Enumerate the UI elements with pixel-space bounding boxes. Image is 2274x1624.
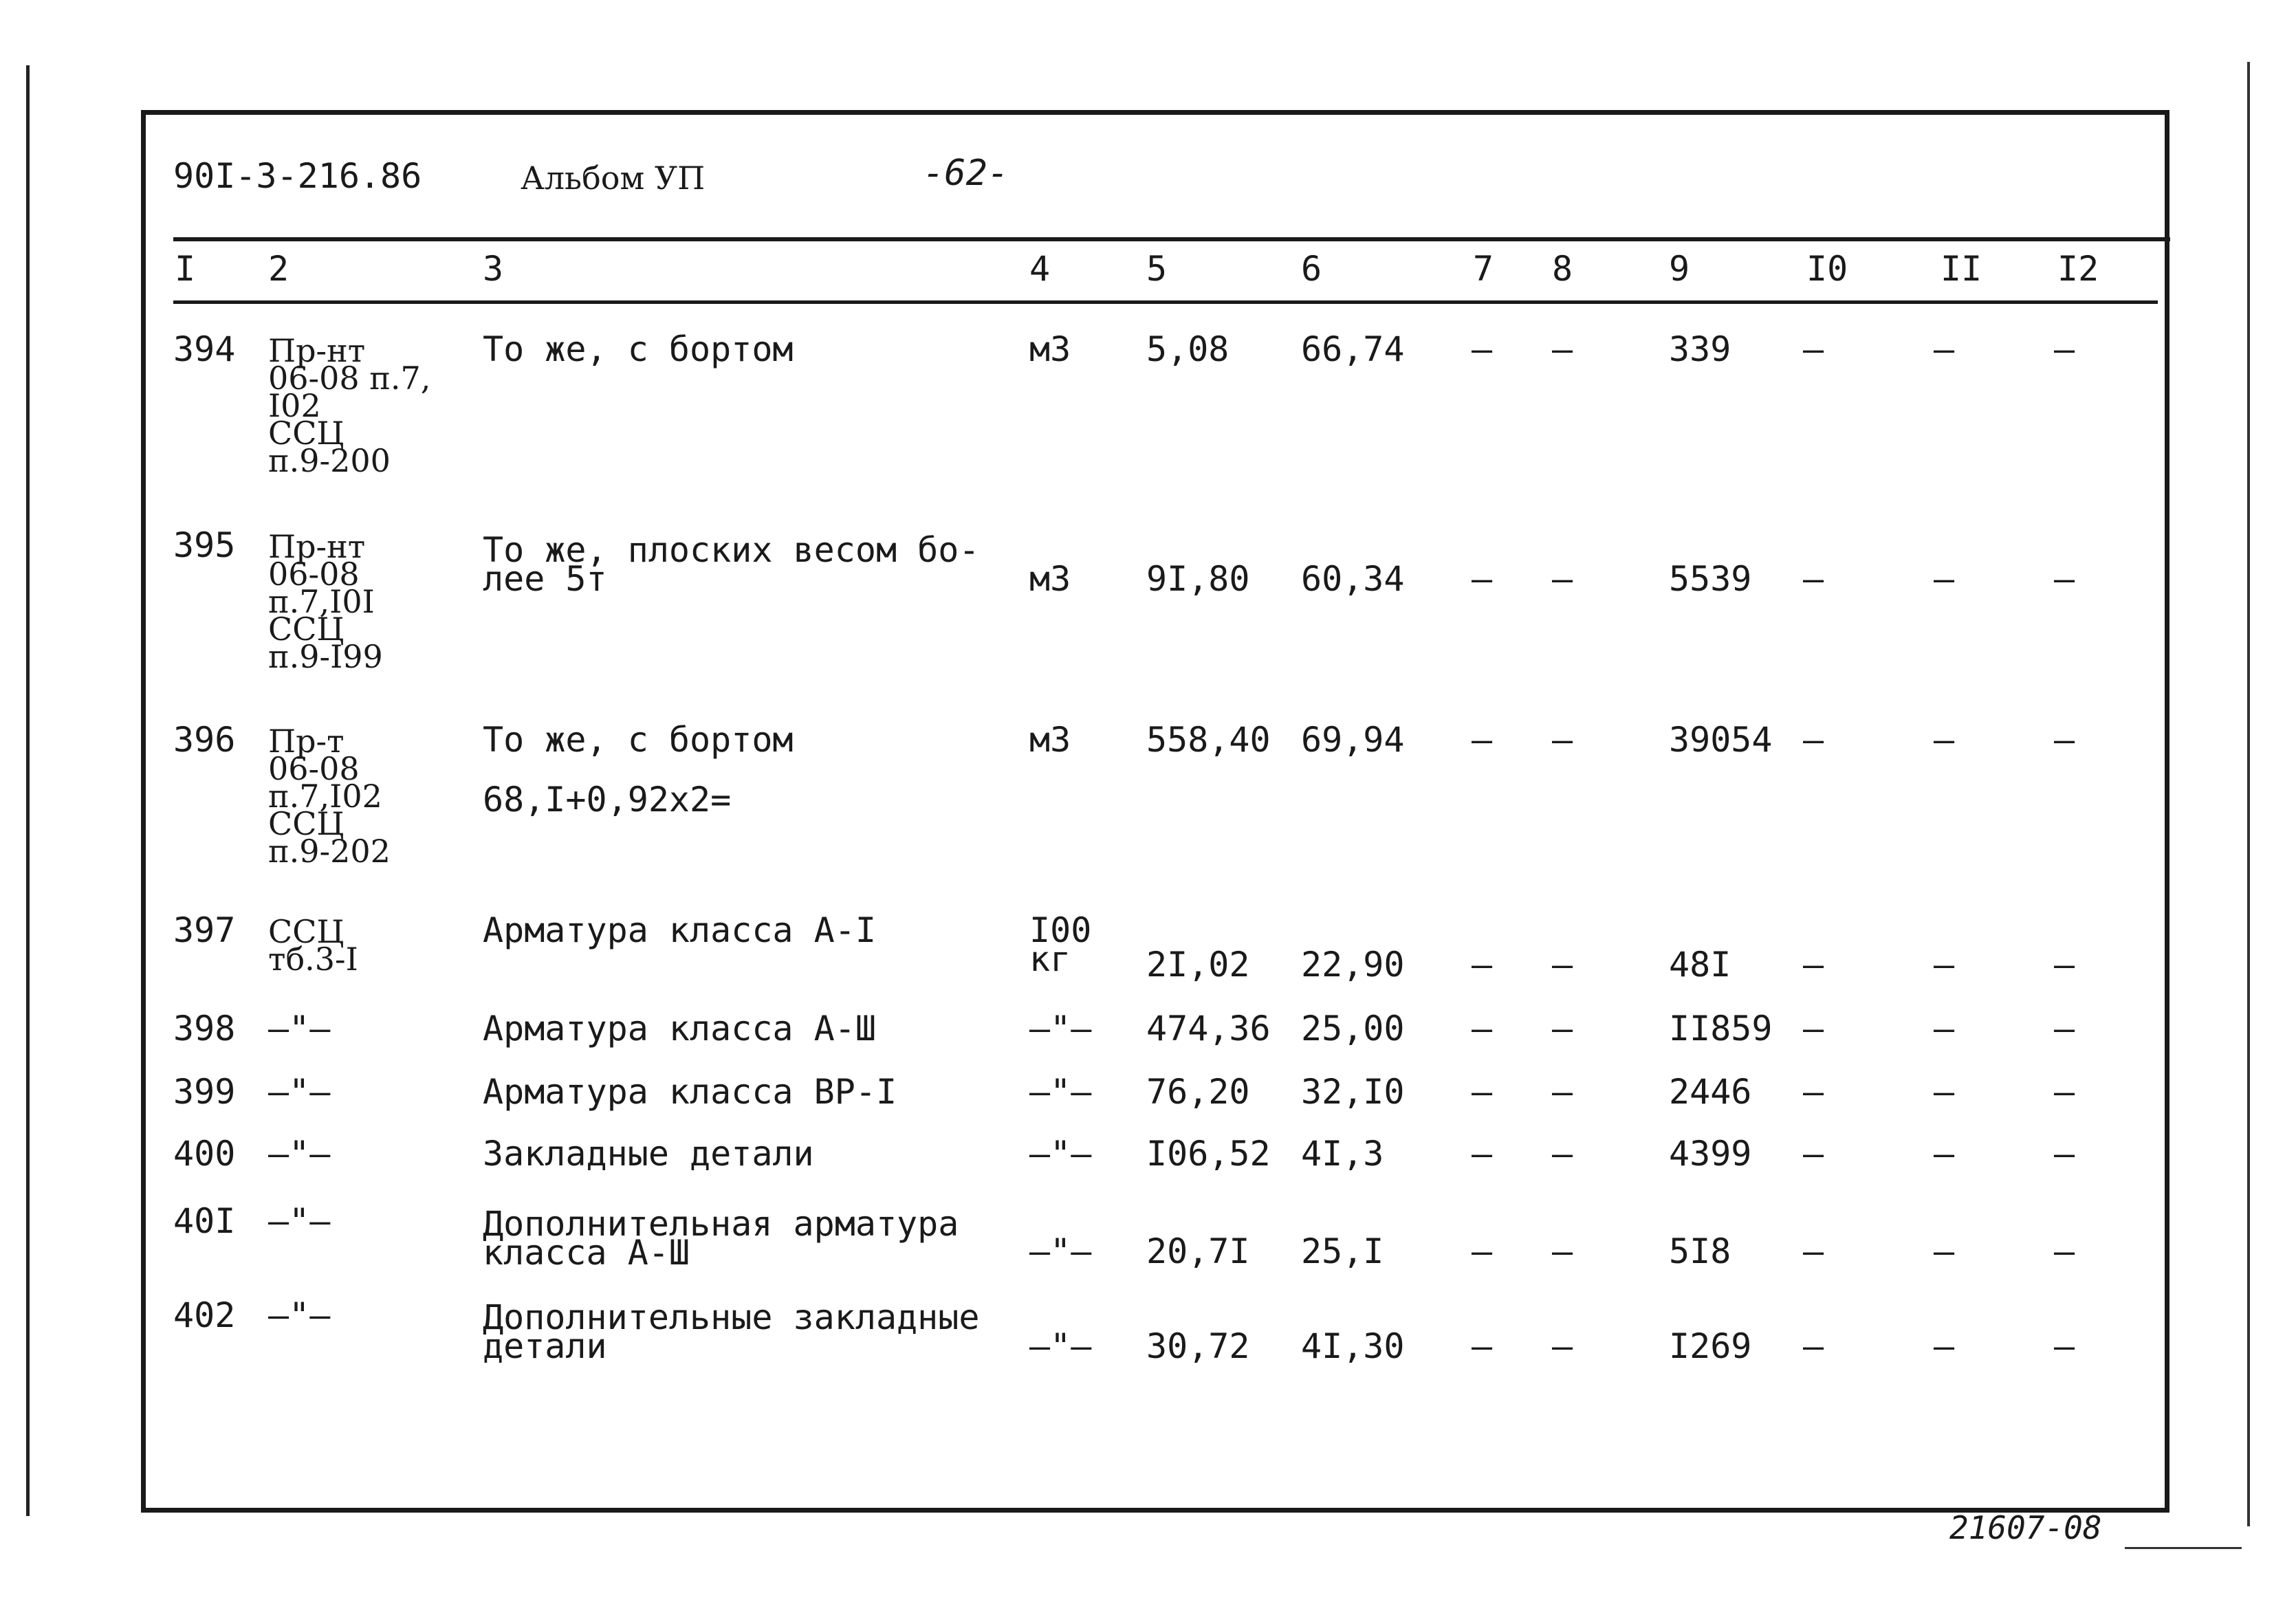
- row-price: 4I,3: [1301, 1134, 1384, 1174]
- row-col9: 48I: [1669, 945, 1731, 985]
- row-col12: –: [2054, 720, 2075, 760]
- row-price: 22,90: [1301, 945, 1405, 985]
- row-col8: –: [1552, 559, 1573, 599]
- row-col7: –: [1472, 1231, 1493, 1271]
- row-quantity: 5,08: [1146, 329, 1229, 369]
- row-description: Дополнительные закладные детали: [483, 1297, 980, 1366]
- row-col8: –: [1552, 1009, 1573, 1049]
- row-description: То же, с бортом: [483, 720, 794, 760]
- row-price: 4I,30: [1301, 1326, 1405, 1366]
- column-number-11: II: [1940, 249, 1982, 289]
- row-col9: 2446: [1669, 1072, 1752, 1112]
- stamp-underline: [2125, 1547, 2242, 1549]
- row-reference: ССЦ тб.3-I: [268, 913, 358, 978]
- column-number-12: I2: [2057, 249, 2099, 289]
- column-number-3: 3: [483, 249, 504, 289]
- row-col11: –: [1934, 720, 1955, 760]
- row-unit: м3: [1029, 329, 1071, 369]
- row-col9: 5539: [1669, 559, 1752, 599]
- row-reference: –"–: [268, 1009, 331, 1049]
- row-number: 399: [173, 1072, 236, 1112]
- row-reference: Пр-т 06-08 п.7,I02 ССЦ п.9-202: [268, 723, 391, 870]
- row-reference: –"–: [268, 1072, 331, 1112]
- row-col7: –: [1472, 720, 1493, 760]
- row-description: Арматура класса А-Ш: [483, 1009, 876, 1049]
- row-col10: –: [1803, 1231, 1824, 1271]
- row-col10: –: [1803, 559, 1824, 599]
- row-quantity: 76,20: [1146, 1072, 1250, 1112]
- row-number: 40I: [173, 1201, 236, 1241]
- row-col11: –: [1934, 1072, 1955, 1112]
- row-description: То же, плоских весом бо- лее 5т: [483, 530, 980, 599]
- row-price: 60,34: [1301, 559, 1405, 599]
- row-col10: –: [1803, 1009, 1824, 1049]
- row-col7: –: [1472, 1009, 1493, 1049]
- row-col7: –: [1472, 1326, 1493, 1366]
- row-reference: Пр-нт 06-08 п.7,I0I ССЦ п.9-I99: [268, 528, 383, 675]
- row-quantity: 9I,80: [1146, 559, 1250, 599]
- row-col7: –: [1472, 1072, 1493, 1112]
- column-number-6: 6: [1301, 249, 1322, 289]
- row-number: 394: [173, 329, 236, 369]
- row-col10: –: [1803, 1134, 1824, 1174]
- row-col7: –: [1472, 945, 1493, 985]
- column-number-2: 2: [268, 249, 289, 289]
- row-number: 396: [173, 720, 236, 760]
- row-quantity: 558,40: [1146, 720, 1271, 760]
- column-number-7: 7: [1473, 249, 1494, 289]
- row-price: 25,00: [1301, 1009, 1405, 1049]
- row-unit: –"–: [1029, 1134, 1092, 1174]
- row-col11: –: [1934, 1326, 1955, 1366]
- row-reference: –"–: [268, 1201, 331, 1241]
- row-col11: –: [1934, 945, 1955, 985]
- document-code: 90I-3-216.86: [173, 156, 422, 196]
- row-price: 25,I: [1301, 1231, 1384, 1271]
- document-frame: [141, 110, 2169, 1513]
- row-unit: м3: [1029, 720, 1071, 760]
- row-reference: –"–: [268, 1295, 331, 1335]
- row-col12: –: [2054, 1231, 2075, 1271]
- row-price: 69,94: [1301, 720, 1405, 760]
- row-col10: –: [1803, 329, 1824, 369]
- row-number: 397: [173, 910, 236, 950]
- row-col12: –: [2054, 945, 2075, 985]
- row-price: 66,74: [1301, 329, 1405, 369]
- row-col8: –: [1552, 720, 1573, 760]
- column-number-4: 4: [1029, 249, 1051, 289]
- row-reference: Пр-нт 06-08 п.7, I02 ССЦ п.9-200: [268, 332, 431, 479]
- column-number-10: I0: [1806, 249, 1848, 289]
- page-edge-left: [26, 65, 30, 1516]
- row-number: 398: [173, 1009, 236, 1049]
- row-col10: –: [1803, 945, 1824, 985]
- column-number-8: 8: [1552, 249, 1573, 289]
- row-col7: –: [1472, 559, 1493, 599]
- row-description: То же, с бортом: [483, 329, 794, 369]
- row-col12: –: [2054, 329, 2075, 369]
- row-col11: –: [1934, 1231, 1955, 1271]
- page-edge-right: [2247, 62, 2250, 1526]
- row-unit: м3: [1029, 559, 1071, 599]
- row-col9: I269: [1669, 1326, 1752, 1366]
- row-col7: –: [1472, 1134, 1493, 1174]
- row-col12: –: [2054, 1009, 2075, 1049]
- row-unit: –"–: [1029, 1231, 1092, 1271]
- archive-stamp: 21607-08: [1949, 1509, 2102, 1546]
- row-col9: 39054: [1669, 720, 1773, 760]
- row-quantity: 2I,02: [1146, 945, 1250, 985]
- row-quantity: 20,7I: [1146, 1231, 1250, 1271]
- row-col8: –: [1552, 945, 1573, 985]
- row-number: 402: [173, 1295, 236, 1335]
- row-quantity: I06,52: [1146, 1134, 1271, 1174]
- row-col9: 4399: [1669, 1134, 1752, 1174]
- row-description-formula: 68,I+0,92х2=: [483, 780, 732, 820]
- page-number: -62-: [923, 153, 1009, 194]
- row-description: Закладные детали: [483, 1134, 814, 1174]
- album-label: Альбом УП: [521, 160, 706, 197]
- column-number-1: I: [175, 249, 196, 289]
- row-price: 32,I0: [1301, 1072, 1405, 1112]
- row-col12: –: [2054, 559, 2075, 599]
- row-col9: II859: [1669, 1009, 1773, 1049]
- row-col9: 5I8: [1669, 1231, 1731, 1271]
- row-col12: –: [2054, 1072, 2075, 1112]
- row-unit: –"–: [1029, 1009, 1092, 1049]
- column-number-rule: [173, 300, 2158, 304]
- column-number-5: 5: [1146, 249, 1168, 289]
- row-reference: –"–: [268, 1134, 331, 1174]
- row-col12: –: [2054, 1134, 2075, 1174]
- row-col12: –: [2054, 1326, 2075, 1366]
- row-unit: –"–: [1029, 1072, 1092, 1112]
- row-quantity: 30,72: [1146, 1326, 1250, 1366]
- row-col8: –: [1552, 1231, 1573, 1271]
- row-col9: 339: [1669, 329, 1731, 369]
- row-description: Дополнительная арматура класса А-Ш: [483, 1204, 959, 1273]
- row-col8: –: [1552, 1072, 1573, 1112]
- row-col10: –: [1803, 1326, 1824, 1366]
- row-description: Арматура класса А-I: [483, 910, 876, 950]
- row-number: 400: [173, 1134, 236, 1174]
- row-col10: –: [1803, 720, 1824, 760]
- row-col8: –: [1552, 1326, 1573, 1366]
- header-rule: [173, 237, 2170, 241]
- column-number-9: 9: [1669, 249, 1690, 289]
- row-unit: I00 кг: [1029, 910, 1092, 979]
- row-description: Арматура класса ВР-I: [483, 1072, 897, 1112]
- row-col11: –: [1934, 1134, 1955, 1174]
- row-col10: –: [1803, 1072, 1824, 1112]
- row-unit: –"–: [1029, 1326, 1092, 1366]
- row-col11: –: [1934, 1009, 1955, 1049]
- row-col7: –: [1472, 329, 1493, 369]
- row-col11: –: [1934, 329, 1955, 369]
- row-col8: –: [1552, 1134, 1573, 1174]
- row-col8: –: [1552, 329, 1573, 369]
- row-quantity: 474,36: [1146, 1009, 1271, 1049]
- row-col11: –: [1934, 559, 1955, 599]
- row-number: 395: [173, 525, 236, 565]
